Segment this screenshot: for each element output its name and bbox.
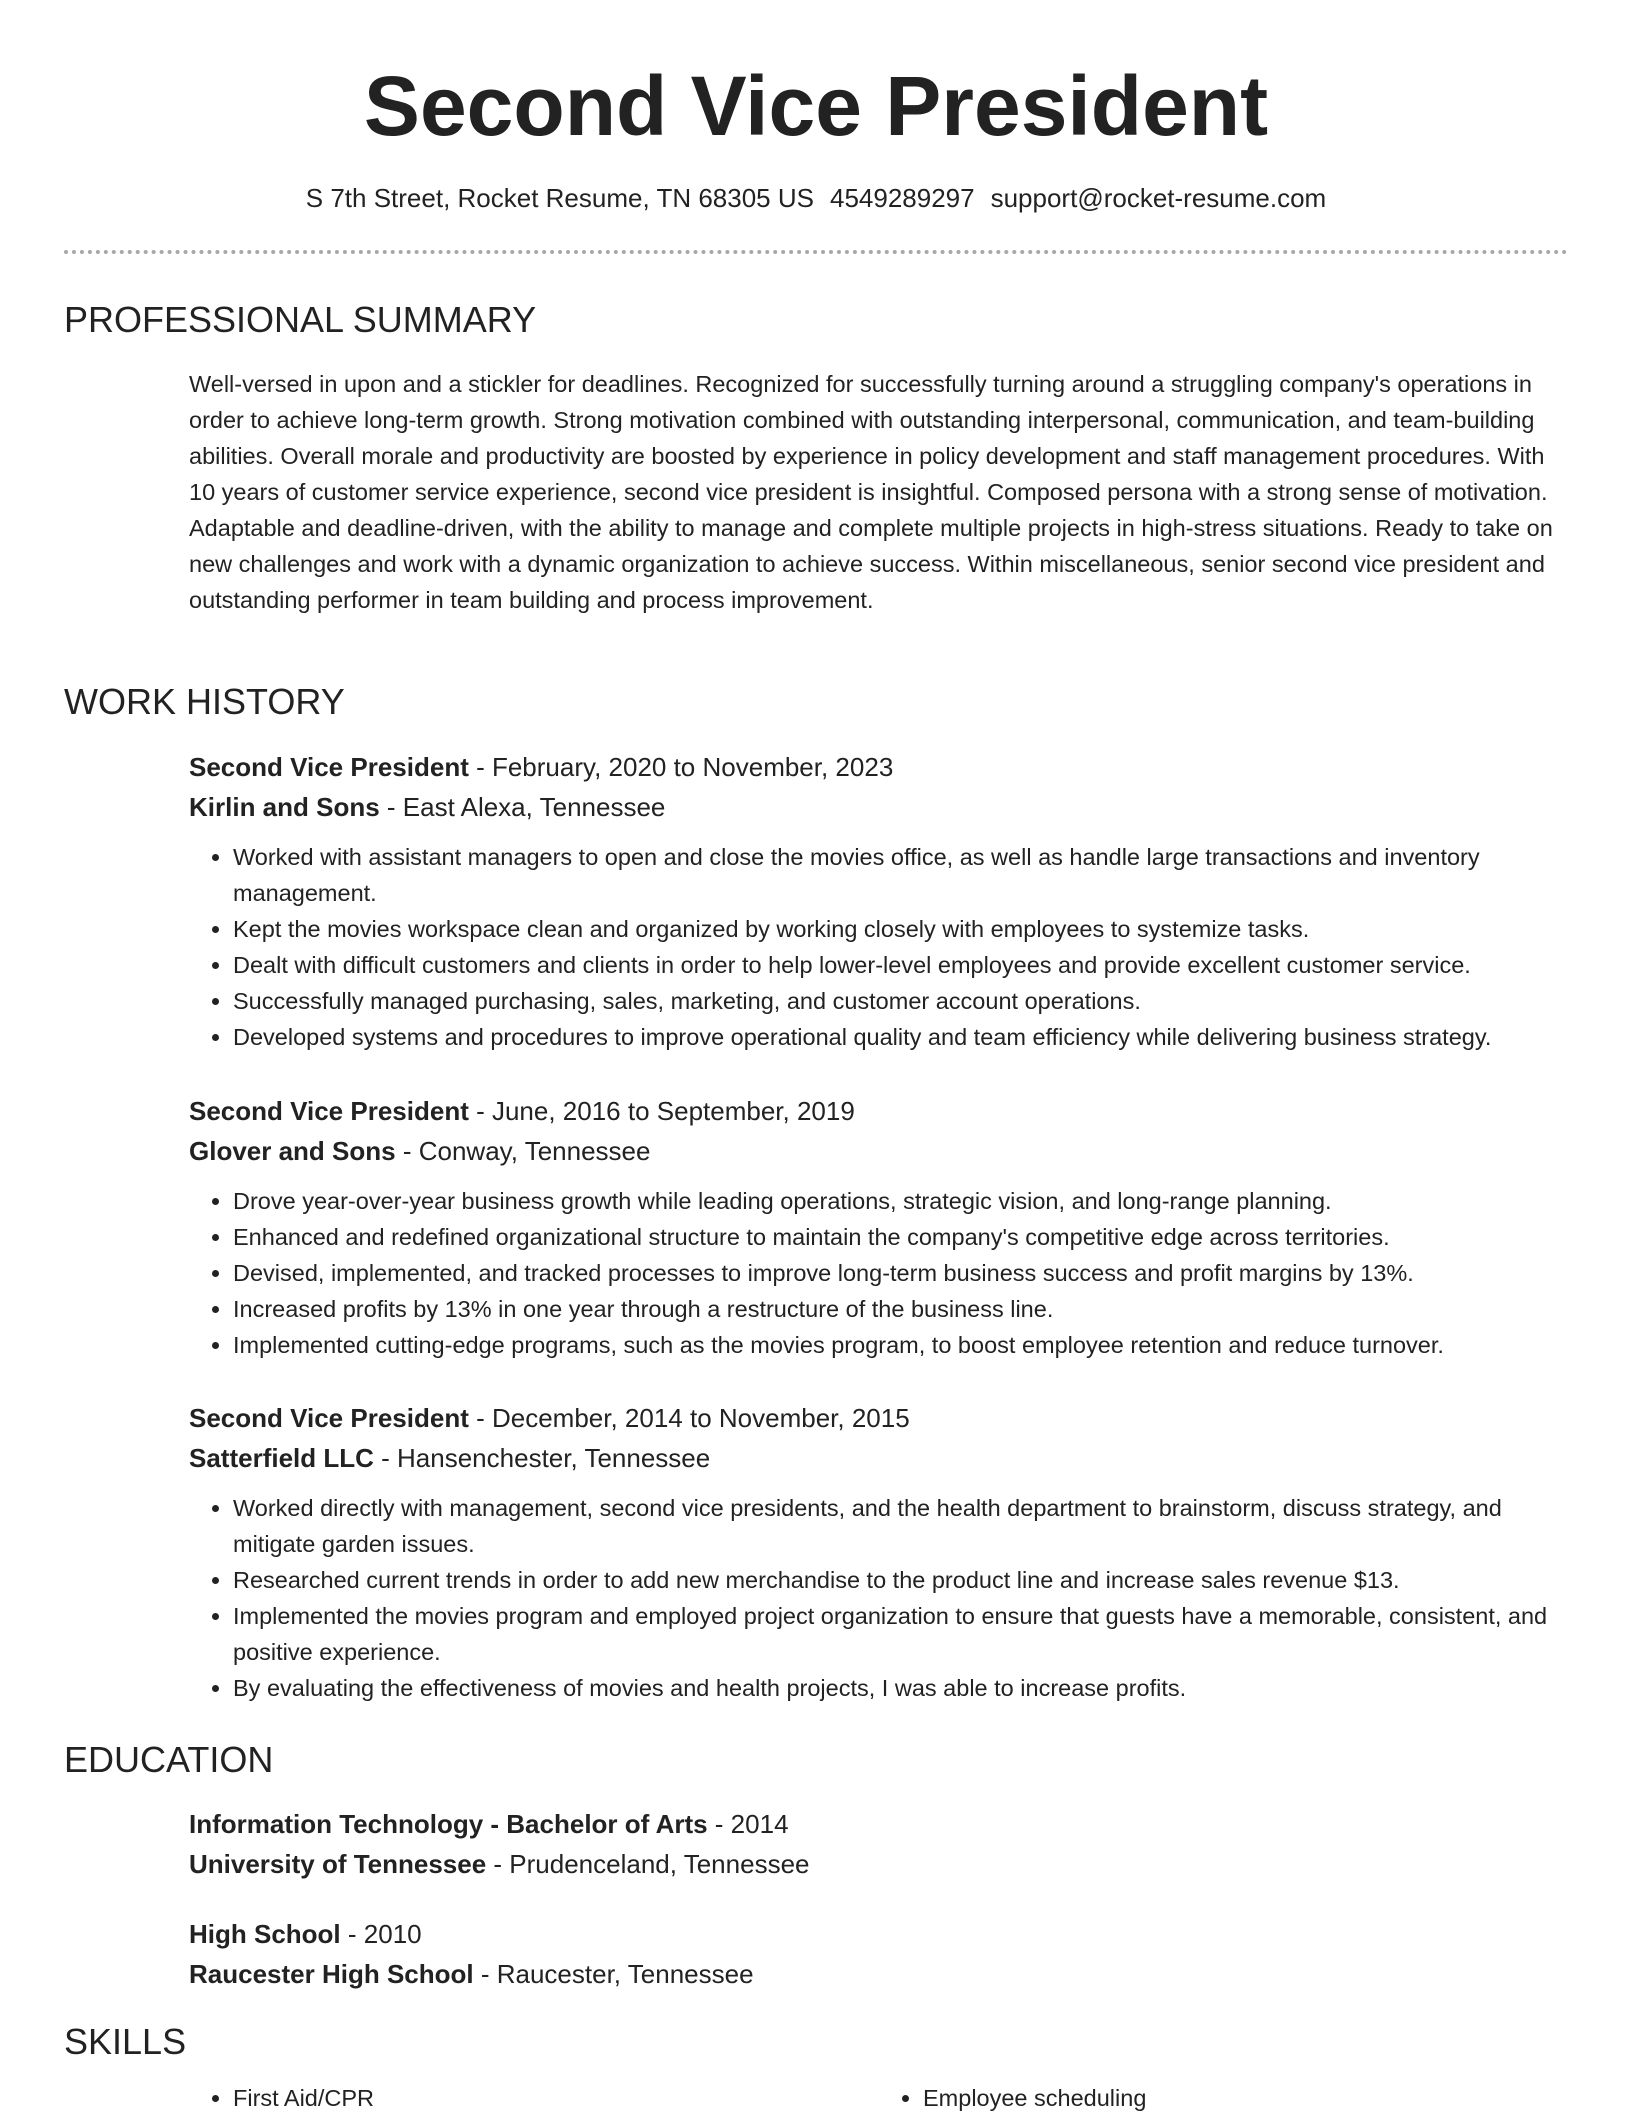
job-bullet: • Devised, implemented, and tracked processes to improve long-term business success and profit margins by 13%. <box>233 1255 1569 1291</box>
job-bullet: • Drove year-over-year business growth while leading operations, strategic vision, and long-range planning. <box>233 1183 1569 1219</box>
summary-section <box>189 366 1569 618</box>
skill-item: • First Aid/CPR <box>233 2080 879 2116</box>
job-bullets <box>189 1490 1569 1706</box>
job-bullet: • Successfully managed purchasing, sales, marketing, and customer account operations. <box>233 983 1569 1019</box>
job-bullet: • Increased profits by 13% in one year through a restructure of the business line. <box>233 1291 1569 1327</box>
education-entry <box>189 1804 1569 1884</box>
education-school-line <box>189 1954 1569 1994</box>
skills-column <box>189 2080 879 2116</box>
job-bullet: • Worked directly with management, second vice presidents, and the health department to brainstorm, discuss strategy, and mitigate garden issues. <box>233 1490 1569 1562</box>
summary-text: Well-versed in upon and a stickler for deadlines. Recognized for successfully turning around a struggling company's operations in order to achieve long-term growth. Strong motivation combined with outstanding interpersonal, communication, and team-building abilities. Overall morale and productivity are boosted by experience in policy development and staff management procedures. With 10 years of customer service experience, second vice president is insightful. Composed persona with a strong sense of motivation. Adaptable and deadline-driven, with the ability to manage and complete multiple projects in high-stress situations. Ready to take on new challenges and work with a dynamic organization to achieve success. Within miscellaneous, senior second vice president and outstanding performer in team building and process improvement. <box>189 371 1553 613</box>
job-bullet: • Worked with assistant managers to open and close the movies office, as well as handle large transactions and inventory management. <box>233 839 1569 911</box>
education-school: University of Tennessee <box>189 1849 487 1879</box>
job-location: - Hansenchester, Tennessee <box>373 1443 711 1473</box>
education-heading: EDUCATION <box>64 1739 274 1780</box>
contact-address: S 7th Street, Rocket Resume, TN 68305 US <box>305 183 814 213</box>
job-location: - East Alexa, Tennessee <box>379 792 666 822</box>
job-bullets <box>189 1183 1569 1363</box>
job-entry <box>189 1091 1569 1363</box>
job-entry <box>189 747 1569 1055</box>
job-entry <box>189 1398 1569 1706</box>
job-company-line <box>189 1438 1569 1478</box>
education-location: - Prudenceland, Tennessee <box>486 1849 810 1879</box>
job-company: Satterfield LLC <box>189 1443 374 1473</box>
resume-name: Second Vice President <box>363 59 1269 153</box>
contact-email[interactable]: support@rocket-resume.com <box>990 183 1327 213</box>
education-location: - Raucester, Tennessee <box>473 1959 754 1989</box>
job-bullet: • Kept the movies workspace clean and organized by working closely with employees to systemize tasks. <box>233 911 1569 947</box>
job-title-line <box>189 1398 1569 1438</box>
skill-item: • Employee scheduling <box>923 2080 1569 2116</box>
job-bullet: • Implemented the movies program and employed project organization to ensure that guests have a memorable, consistent, and positive experience. <box>233 1598 1569 1670</box>
education-degree-line <box>189 1914 1569 1954</box>
job-title-line <box>189 747 1569 787</box>
job-title: Second Vice President <box>189 1403 469 1433</box>
job-company: Kirlin and Sons <box>189 792 380 822</box>
job-company-line <box>189 1131 1569 1171</box>
education-year: - 2014 <box>707 1809 789 1839</box>
education-degree: High School <box>189 1919 341 1949</box>
education-school-line <box>189 1844 1569 1884</box>
skills-list <box>189 2080 1569 2116</box>
contact-phone: 4549289297 <box>829 183 975 213</box>
job-location: - Conway, Tennessee <box>395 1136 651 1166</box>
job-dates: - June, 2016 to September, 2019 <box>468 1096 855 1126</box>
job-company-line <box>189 787 1569 827</box>
skills-column <box>879 2080 1569 2116</box>
education-year: - 2010 <box>340 1919 422 1949</box>
job-bullet: • Researched current trends in order to add new merchandise to the product line and increase sales revenue $13. <box>233 1562 1569 1598</box>
job-bullet: • Implemented cutting-edge programs, such as the movies program, to boost employee retention and reduce turnover. <box>233 1327 1569 1363</box>
education-entry <box>189 1914 1569 1994</box>
contact-line <box>0 180 1632 216</box>
job-bullet: • Enhanced and redefined organizational structure to maintain the company's competitive edge across territories. <box>233 1219 1569 1255</box>
job-title: Second Vice President <box>189 752 469 782</box>
job-title-line <box>189 1091 1569 1131</box>
job-bullet: • Dealt with difficult customers and clients in order to help lower-level employees and provide excellent customer service. <box>233 947 1569 983</box>
header-divider <box>64 250 1568 254</box>
job-bullets <box>189 839 1569 1055</box>
job-bullet: • Developed systems and procedures to improve operational quality and team efficiency while delivering business strategy. <box>233 1019 1569 1055</box>
work-history-heading: WORK HISTORY <box>64 681 345 722</box>
job-dates: - December, 2014 to November, 2015 <box>468 1403 910 1433</box>
job-bullet: • By evaluating the effectiveness of movies and health projects, I was able to increase profits. <box>233 1670 1569 1706</box>
education-degree: Information Technology - Bachelor of Arts <box>189 1809 708 1839</box>
summary-heading: PROFESSIONAL SUMMARY <box>64 299 537 340</box>
education-school: Raucester High School <box>189 1959 474 1989</box>
job-dates: - February, 2020 to November, 2023 <box>468 752 894 782</box>
education-degree-line <box>189 1804 1569 1844</box>
job-title: Second Vice President <box>189 1096 469 1126</box>
skills-heading: SKILLS <box>64 2021 187 2062</box>
job-company: Glover and Sons <box>189 1136 396 1166</box>
